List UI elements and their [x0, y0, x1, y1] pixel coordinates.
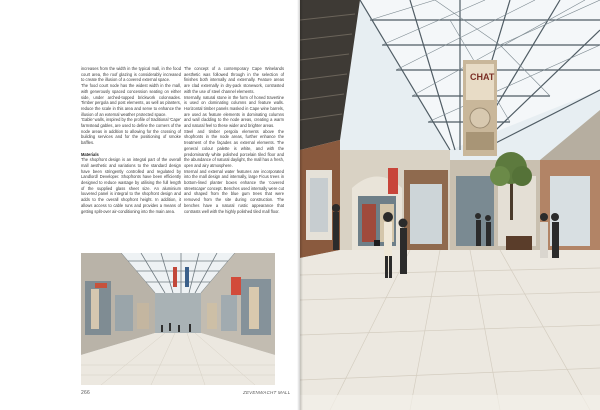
paragraph: Steel and timber pergola elements above the shopfronts in the node areas, further enhance the treatment of the façades as external elements. The general colour palette is white, and with the predominantly white polished porcelain tiled floor and the abundance of natural daylight, the mall has a fresh, open and airy atmosphere. — [184, 128, 284, 168]
running-footer-title: ZEVENWACHT MALL — [243, 390, 291, 395]
page-number: 266 — [81, 390, 90, 396]
paragraph: Internally, natural stone in the form of honed travertine is used on dominating columns and feature walls. Horizontal timber panels masked in Cape wine barrels, are used as feature elements in dominating columns and wall cladding to the node areas, creating a warm and natural feel to these wider and brighter areas. — [184, 94, 284, 129]
mall-corridor-photo — [81, 253, 275, 385]
mall-interior-photo — [300, 0, 600, 410]
paragraph: The food court node has the widest width in the mall, with generously spaced concession seating on either side, under arched-topped brickwork colonnades. Timber pergola and post elements, as well as planters, reduce the scale in this area and serve to enhance the illusion of an external weather protected space. — [81, 83, 181, 117]
right-page-mall-photo — [300, 0, 600, 410]
paragraph: Internal and external water features are incorporated into the mall design and internally, large Ficus trees in bottom-lined planter boxes enhance the 'covered streetscape' concept. Benches used internally were cut and shaped from the blue gum trees that were removed from the site during construction. The benches have a natural rustic appearance that contrasts well with the highly polished tiled mall floor. — [184, 168, 284, 214]
paragraph: 'Gable' walls, inspired by the profile of traditional 'Cape' farmstead gables, are used to define the corners of the node areas in addition to allowing for the crossing of building services and for the positioning of smoke baffles. — [81, 117, 181, 146]
text-column-2 — [184, 66, 284, 214]
text-column-1 — [81, 66, 181, 214]
page-gutter — [297, 0, 303, 410]
paragraph: increases from the width in the typical mall, in the food court area, the roof glazing is considerably increased to create the illusion of a covered external space. — [81, 66, 181, 83]
materials-heading: Materials — [81, 151, 99, 157]
paragraph: The shopfront design is an integral part of the overall mall aesthetic and variations to the standard design have been stringently controlled and regulated by Landlord/ Developer. Shopfronts have been efficiently designed to reduce wastage by utilising the full length of the supplied glass sheet size. An aluminium louvered panel is integral to the shopfront design and adds to the overall shopfront height. In addition, it allows access to cable runs and provides a means of getting split-over air-conditioning into the main area. — [81, 157, 181, 214]
banner-text: CHAT — [470, 72, 495, 82]
paragraph: The concept of a contemporary Cape Winelands aesthetic was followed through in the selection of finishes both internally and externally. Feature areas are clad externally in dry-pack stonework, contrasted with the use of steel channel elements. — [184, 66, 284, 94]
